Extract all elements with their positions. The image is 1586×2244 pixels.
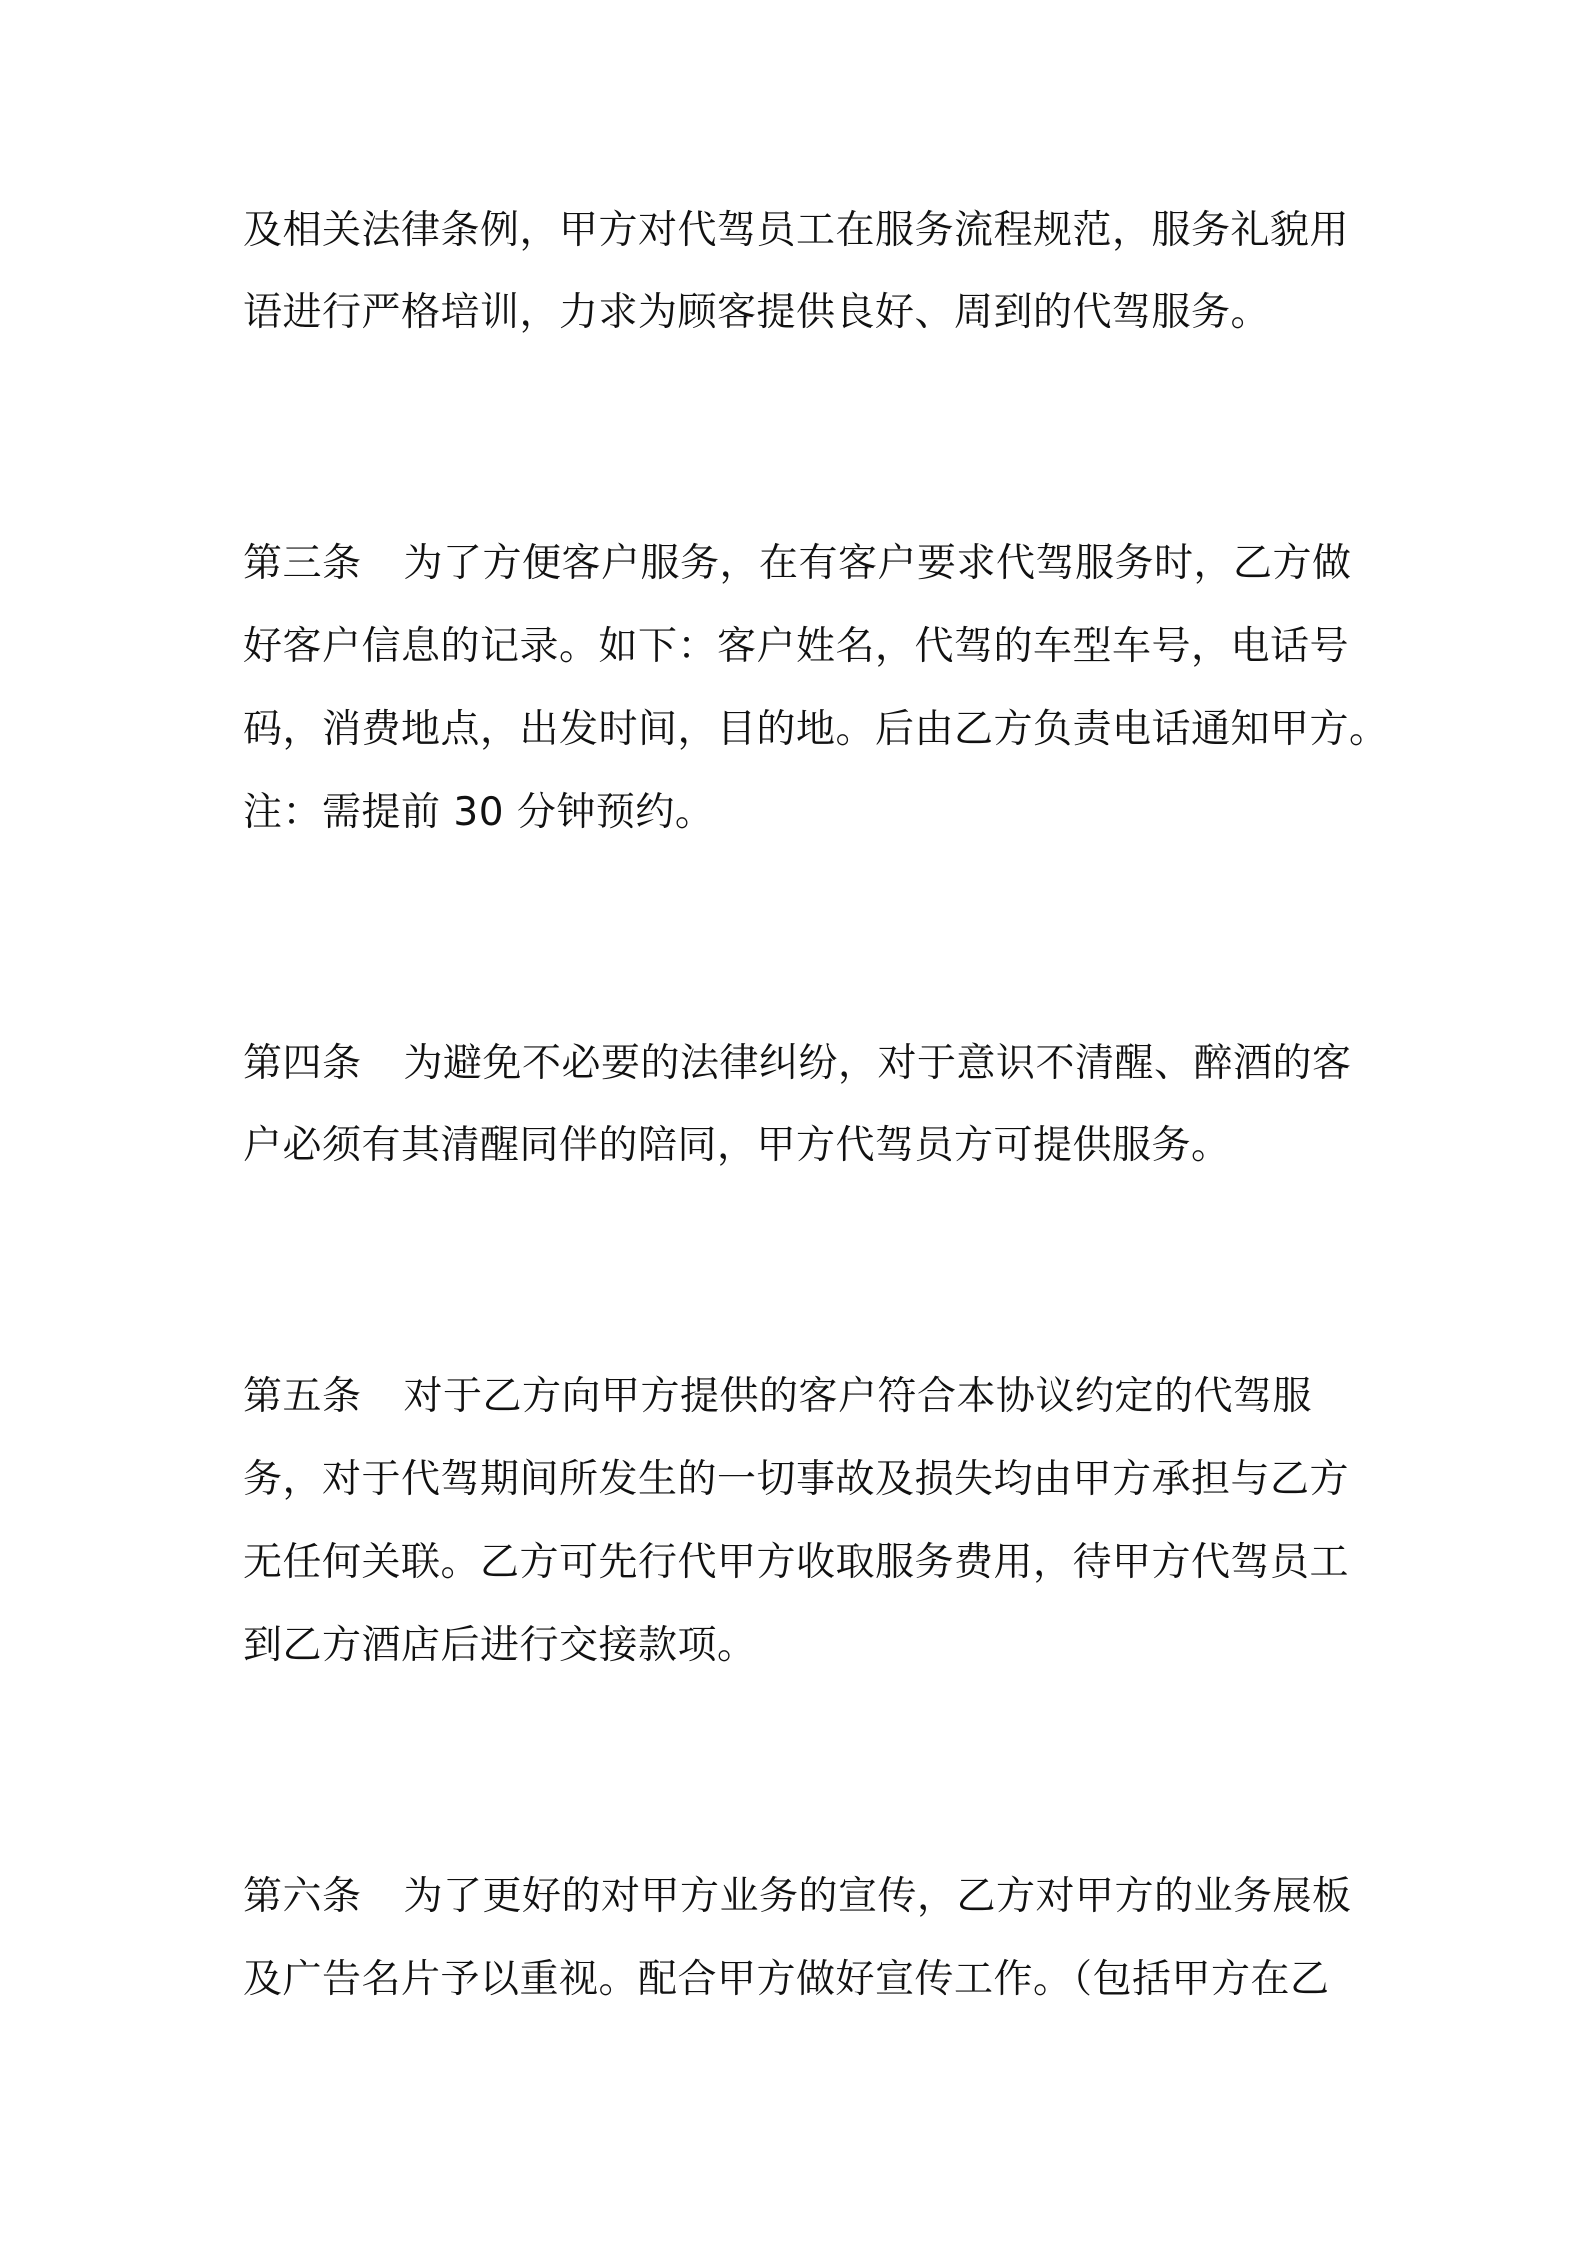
- article-5-text-1: 对于乙方向甲方提供的客户符合本协议约定的代驾服: [403, 1374, 1313, 1419]
- article-4-text-1: 为避免不必要的法律纠纷，对于意识不清醒、醉酒的客: [403, 1041, 1352, 1086]
- article-3-text-1: 为了方便客户服务，在有客户要求代驾服务时，乙方做: [403, 541, 1352, 586]
- article-3-line-2: 好客户信息的记录。如下：客户姓名，代驾的车型车号，电话号: [243, 624, 1350, 669]
- article-5-line-4: 到乙方酒店后进行交接款项。: [243, 1623, 757, 1668]
- article-5-line-3: 无任何关联。乙方可先行代甲方收取服务费用，待甲方代驾员工: [243, 1540, 1350, 1585]
- article-6-line-1: [243, 1873, 1363, 1921]
- article-6-line-2: 及广告名片予以重视。配合甲方做好宣传工作。（包括甲方在乙: [243, 1957, 1330, 2002]
- article-3-line-1: [243, 540, 1363, 588]
- article-6-heading: 第六条: [243, 1874, 362, 1919]
- article-4-line-2: 户必须有其清醒同伴的陪同，甲方代驾员方可提供服务。: [243, 1123, 1231, 1168]
- article-5-line-1: [243, 1373, 1363, 1421]
- article-3-line-3: 码，消费地点，出发时间，目的地。后由乙方负责电话通知甲方。: [243, 707, 1389, 752]
- article-5-line-2: 务，对于代驾期间所发生的一切事故及损失均由甲方承担与乙方: [243, 1457, 1350, 1502]
- article-4-heading: 第四条: [243, 1041, 362, 1086]
- article-3-line-4: 注：需提前 30 分钟预约。: [243, 790, 715, 835]
- intro-line-1: 及相关法律条例，甲方对代驾员工在服务流程规范，服务礼貌用: [243, 208, 1350, 253]
- article-3-heading: 第三条: [243, 541, 362, 586]
- article-4-line-1: [243, 1040, 1363, 1088]
- article-6-text-1: 为了更好的对甲方业务的宣传，乙方对甲方的业务展板: [403, 1874, 1352, 1919]
- intro-line-2: 语进行严格培训，力求为顾客提供良好、周到的代驾服务。: [243, 290, 1271, 335]
- article-5-heading: 第五条: [243, 1374, 362, 1419]
